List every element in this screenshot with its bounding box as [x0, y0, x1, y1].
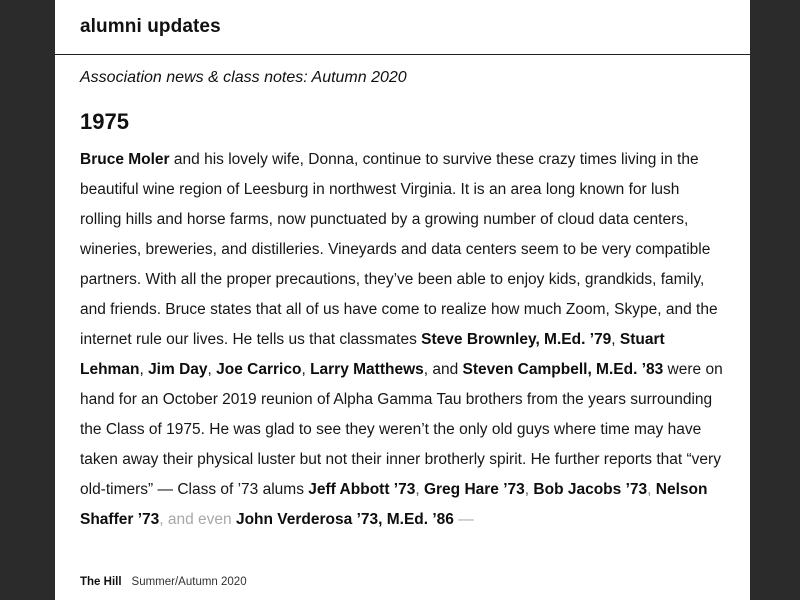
- footer-issue-date: Summer/Autumn 2020: [131, 576, 247, 588]
- masthead-title: alumni updates: [80, 16, 221, 37]
- alum-name: Jeff Abbott ’73: [308, 481, 416, 498]
- footer-publication-name: The Hill: [80, 576, 122, 588]
- alum-name: John Verderosa ’73, M.Ed. ’86: [235, 511, 454, 528]
- alum-name: Steven Campbell, M.Ed. ’83: [462, 361, 664, 378]
- body-run: ,: [207, 361, 217, 378]
- document-page: [55, 0, 750, 600]
- alum-name: Larry Matthews: [310, 361, 424, 378]
- article-content: [55, 55, 750, 535]
- body-run: , and even: [159, 511, 236, 528]
- alum-name: Greg Hare ’73: [423, 481, 525, 498]
- masthead: [55, 0, 750, 55]
- body-run: were on hand for an October 2019 reunion of Alpha Gamma Tau brothers from the years surrounding the Class of 1975. He was glad to see they weren’t the only old guys where time may have taken away their physical luster but not their inner brotherly spirit. He further reports that “very old-timers” — Class of ’73 alums: [80, 361, 723, 498]
- body-run: , and: [423, 361, 463, 378]
- alum-name: Jim Day: [148, 361, 208, 378]
- body-run: ,: [647, 481, 656, 498]
- class-year-heading: 1975: [80, 109, 129, 134]
- body-run: ,: [611, 331, 620, 348]
- body-run: ,: [301, 361, 311, 378]
- body-run: —: [453, 511, 474, 528]
- body-run: ,: [524, 481, 534, 498]
- body-run: and his lovely wife, Donna, continue to survive these crazy times living in the beautiful wine region of Leesburg in northwest Virginia. It is an area long known for lush rolling hills and horse farms, now punctuated by a growing number of cloud data centers, wineries, breweries, and distilleries. Vineyards and data centers seem to be very compatible partners. With all the proper precautions, they’ve been able to enjoy kids, grandkids, family, and friends. Bruce states that all of us have come to realize how much Zoom, Skype, and the internet rule our lives. He tells us that classmates: [80, 151, 718, 348]
- alum-name: Steve Brownley, M.Ed. ’79: [421, 331, 612, 348]
- alum-name: Bruce Moler: [80, 151, 170, 168]
- alum-name: Stuart Lehman: [80, 331, 665, 378]
- alum-name: Bob Jacobs ’73: [533, 481, 648, 498]
- page-footer: [55, 567, 750, 600]
- body-run: ,: [139, 361, 149, 378]
- alum-name: Joe Carrico: [216, 361, 302, 378]
- class-note-body: [80, 145, 723, 535]
- alum-name: Nelson Shaffer ’73: [80, 481, 708, 528]
- text-fade-overlay: [55, 536, 750, 570]
- article-subtitle: Association news & class notes: Autumn 2020: [80, 69, 407, 86]
- body-run: ,: [415, 481, 424, 498]
